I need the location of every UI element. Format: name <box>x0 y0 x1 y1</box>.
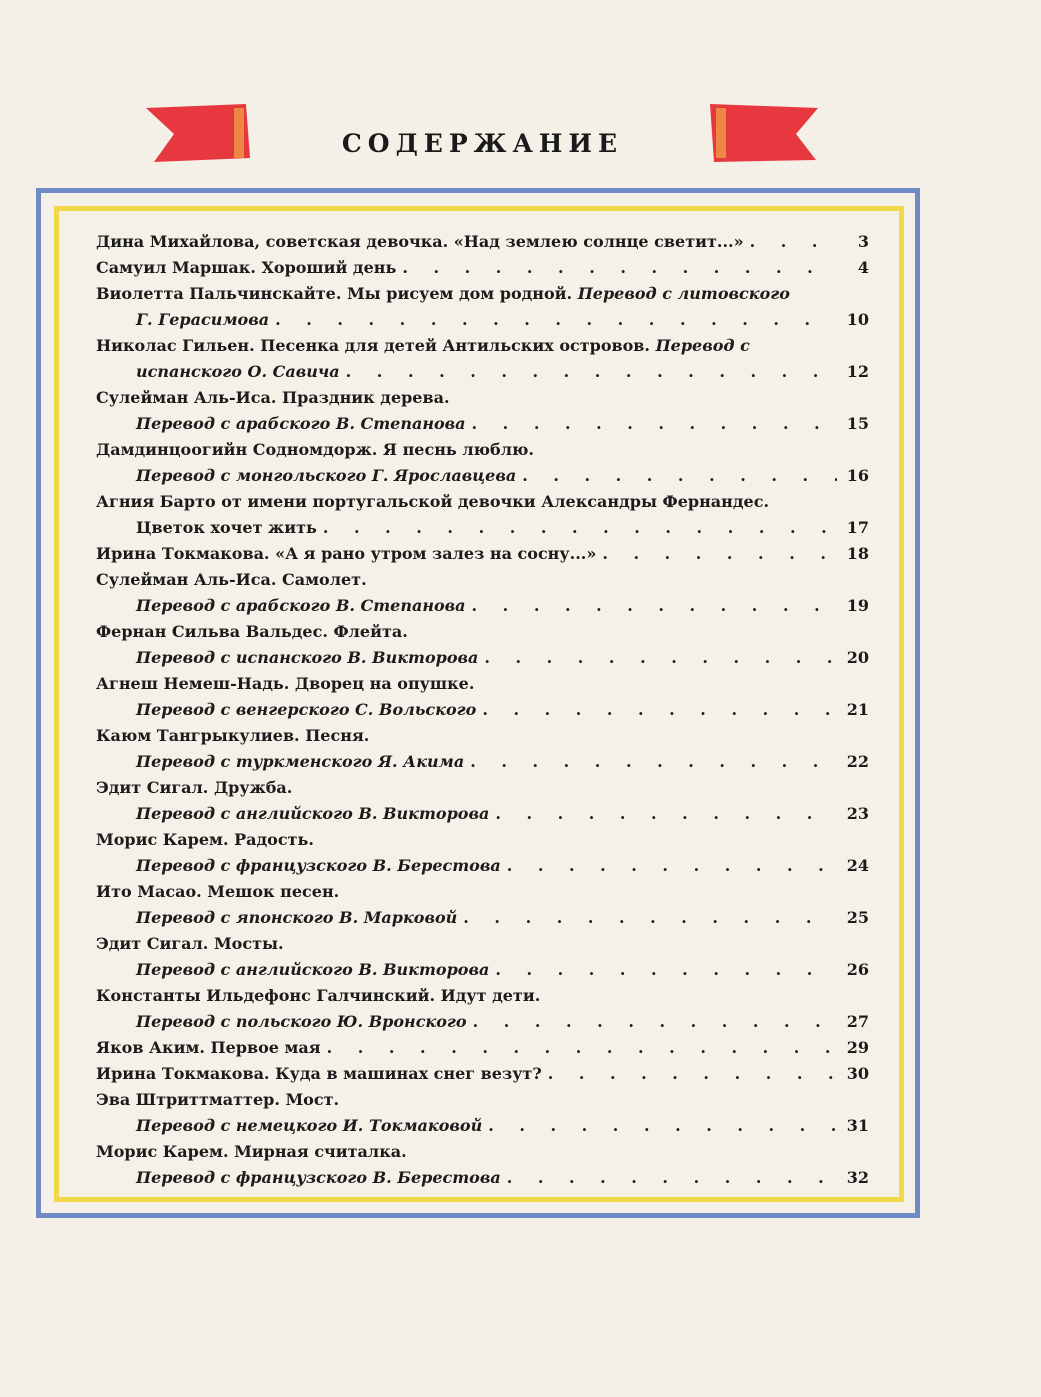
toc-line <box>96 1035 869 1061</box>
page-number: 19 <box>846 596 869 615</box>
page-number: 4 <box>857 258 869 277</box>
leader-dots <box>507 1165 837 1191</box>
toc-text <box>96 1035 321 1061</box>
toc-entry <box>96 333 869 385</box>
toc-text <box>96 749 464 775</box>
toc-line <box>96 827 869 853</box>
leader-dots <box>488 1113 837 1139</box>
toc-line <box>96 671 869 697</box>
toc-line <box>96 281 869 307</box>
toc-entry-title: Цветок хочет жить <box>136 518 317 537</box>
page-number: 25 <box>846 908 869 927</box>
toc-text <box>96 723 369 749</box>
toc-line <box>96 1165 869 1191</box>
toc-entry-title: Каюм Тангрыкулиев. Песня. <box>96 726 370 745</box>
toc-text <box>96 1009 467 1035</box>
toc-text <box>96 1139 407 1165</box>
toc-line <box>96 723 869 749</box>
toc-entry <box>96 879 869 931</box>
page-number: 12 <box>846 362 869 381</box>
toc-entry <box>96 619 869 671</box>
toc-translator: Перевод с немецкого И. Токмаковой <box>136 1116 483 1135</box>
toc-text <box>96 957 489 983</box>
leader-dots <box>495 801 837 827</box>
toc-text <box>96 1061 542 1087</box>
page-title: СОДЕРЖАНИЕ <box>341 129 624 158</box>
toc-text <box>96 619 408 645</box>
toc-line <box>96 593 869 619</box>
toc-translator: испанского О. Савича <box>136 362 340 381</box>
toc-entry <box>96 723 869 775</box>
toc-translator: Перевод с венгерского С. Вольского <box>136 700 477 719</box>
toc-entry-title: Ирина Токмакова. Куда в машинах снег везут? <box>96 1064 542 1083</box>
toc-text <box>96 775 292 801</box>
leader-dots <box>482 697 837 723</box>
toc-entry-title: Фернан Сильва Вальдес. Флейта. <box>96 622 408 641</box>
page-number: 23 <box>846 804 869 823</box>
page-number: 24 <box>846 856 869 875</box>
toc-entry-title: Морис Карем. Мирная считалка. <box>96 1142 407 1161</box>
leader-dots <box>275 307 837 333</box>
toc-translator: Перевод с японского В. Марковой <box>136 908 458 927</box>
toc-text <box>96 801 489 827</box>
toc-entry <box>96 489 869 541</box>
table-of-contents <box>96 229 869 1191</box>
toc-line <box>96 411 869 437</box>
toc-line <box>96 983 869 1009</box>
toc-entry-title: Эдит Сигал. Дружба. <box>96 778 293 797</box>
toc-entry <box>96 827 869 879</box>
toc-line <box>96 749 869 775</box>
leader-dots <box>507 853 837 879</box>
page-number: 20 <box>846 648 869 667</box>
toc-text <box>96 1113 482 1139</box>
leader-dots <box>402 255 837 281</box>
leader-dots <box>548 1061 837 1087</box>
page-number: 31 <box>846 1116 869 1135</box>
toc-entry <box>96 1087 869 1139</box>
toc-line <box>96 359 869 385</box>
leader-dots <box>323 515 837 541</box>
page-number: 15 <box>846 414 869 433</box>
toc-entry-title: Самуил Маршак. Хороший день <box>96 258 397 277</box>
page-number: 30 <box>846 1064 869 1083</box>
toc-line <box>96 255 869 281</box>
toc-line <box>96 229 869 255</box>
toc-line <box>96 697 869 723</box>
toc-entry <box>96 281 869 333</box>
toc-entry <box>96 541 869 567</box>
leader-dots <box>472 411 837 437</box>
toc-entry-title: Николас Гильен. Песенка для детей Антильских островов. <box>96 336 656 355</box>
toc-line <box>96 957 869 983</box>
leader-dots <box>495 957 837 983</box>
toc-text <box>96 281 790 307</box>
toc-entry-title: Яков Аким. Первое мая <box>96 1038 321 1057</box>
toc-entry <box>96 1035 869 1061</box>
toc-text <box>96 359 340 385</box>
toc-line <box>96 775 869 801</box>
toc-text <box>96 411 466 437</box>
toc-text <box>96 229 744 255</box>
toc-line <box>96 515 869 541</box>
toc-text <box>96 385 450 411</box>
toc-translator: Г. Герасимова <box>136 310 270 329</box>
toc-text <box>96 1165 501 1191</box>
page-number: 21 <box>846 700 869 719</box>
toc-line <box>96 567 869 593</box>
toc-entry <box>96 1061 869 1087</box>
leader-dots <box>473 1009 837 1035</box>
toc-line <box>96 1139 869 1165</box>
toc-line <box>96 1009 869 1035</box>
toc-line <box>96 307 869 333</box>
toc-text <box>96 671 474 697</box>
toc-line <box>96 437 869 463</box>
toc-line <box>96 463 869 489</box>
toc-entry-title: Эдит Сигал. Мосты. <box>96 934 284 953</box>
toc-entry-title: Морис Карем. Радость. <box>96 830 314 849</box>
toc-entry <box>96 671 869 723</box>
toc-line <box>96 1113 869 1139</box>
toc-line <box>96 1087 869 1113</box>
toc-translator: Перевод с туркменского Я. Акима <box>136 752 465 771</box>
leader-dots <box>346 359 837 385</box>
toc-translator: Перевод с испанского В. Викторова <box>136 648 479 667</box>
toc-line <box>96 333 869 359</box>
toc-entry-title: Дина Михайлова, советская девочка. «Над землею солнце светит...» <box>96 232 744 251</box>
toc-entry <box>96 229 869 255</box>
toc-line <box>96 801 869 827</box>
toc-text <box>96 645 478 671</box>
toc-entry-title: Виолетта Пальчинскайте. Мы рисуем дом родной. <box>96 284 578 303</box>
toc-translator: Перевод с английского В. Викторова <box>136 960 490 979</box>
toc-entry <box>96 385 869 437</box>
toc-entry <box>96 931 869 983</box>
toc-line <box>96 385 869 411</box>
toc-entry-title: Дамдинцоогийн Содномдорж. Я песнь люблю. <box>96 440 534 459</box>
toc-line <box>96 853 869 879</box>
toc-text <box>96 593 466 619</box>
page-number: 10 <box>846 310 869 329</box>
leader-dots <box>463 905 837 931</box>
toc-entry <box>96 983 869 1035</box>
toc-translator: Перевод с арабского В. Степанова <box>136 596 466 615</box>
toc-text <box>96 515 317 541</box>
toc-entry-title: Агния Барто от имени португальской девочки Александры Фернандес. <box>96 492 770 511</box>
leader-dots <box>750 229 837 255</box>
toc-entry <box>96 567 869 619</box>
toc-text <box>96 255 396 281</box>
toc-line <box>96 905 869 931</box>
toc-text <box>96 983 540 1009</box>
toc-entry-title: Сулейман Аль-Иса. Самолет. <box>96 570 367 589</box>
toc-translator: Перевод с арабского В. Степанова <box>136 414 466 433</box>
toc-line <box>96 489 869 515</box>
toc-entry-title: Агнеш Немеш-Надь. Дворец на опушке. <box>96 674 475 693</box>
toc-text <box>96 827 314 853</box>
toc-text <box>96 437 534 463</box>
page-number: 29 <box>846 1038 869 1057</box>
toc-text <box>96 879 339 905</box>
toc-text <box>96 541 596 567</box>
toc-text <box>96 307 269 333</box>
toc-entry <box>96 775 869 827</box>
toc-text <box>96 463 516 489</box>
toc-entry-title: Ирина Токмакова. «А я рано утром залез на сосну...» <box>96 544 597 563</box>
toc-text <box>96 931 284 957</box>
leader-dots <box>327 1035 837 1061</box>
toc-translator: Перевод с литовского <box>577 284 790 303</box>
toc-entry-title: Сулейман Аль-Иса. Праздник дерева. <box>96 388 450 407</box>
toc-translator: Перевод с польского Ю. Вронского <box>136 1012 467 1031</box>
leader-dots <box>472 593 837 619</box>
page-number: 3 <box>857 232 869 251</box>
toc-text <box>96 567 367 593</box>
toc-entry-title: Ито Масао. Мешок песен. <box>96 882 340 901</box>
toc-entry-title: Константы Ильдефонс Галчинский. Идут дети. <box>96 986 541 1005</box>
toc-line <box>96 541 869 567</box>
toc-translator: Перевод с монгольского Г. Ярославцева <box>136 466 517 485</box>
toc-text <box>96 489 769 515</box>
page-number: 16 <box>846 466 869 485</box>
toc-text <box>96 853 501 879</box>
toc-translator: Перевод с французского В. Берестова <box>136 1168 501 1187</box>
leader-dots <box>602 541 837 567</box>
page-number: 27 <box>846 1012 869 1031</box>
toc-translator: Перевод с <box>655 336 750 355</box>
page-number: 26 <box>846 960 869 979</box>
toc-entry <box>96 255 869 281</box>
page-number: 32 <box>846 1168 869 1187</box>
toc-text <box>96 697 476 723</box>
toc-line <box>96 1061 869 1087</box>
toc-text <box>96 1087 339 1113</box>
toc-entry-title: Эва Штриттматтер. Мост. <box>96 1090 340 1109</box>
toc-line <box>96 619 869 645</box>
toc-line <box>96 879 869 905</box>
leader-dots <box>470 749 837 775</box>
toc-entry <box>96 437 869 489</box>
page-number: 17 <box>846 518 869 537</box>
toc-line <box>96 931 869 957</box>
toc-text <box>96 333 750 359</box>
page-number: 18 <box>846 544 869 563</box>
toc-line <box>96 645 869 671</box>
leader-dots <box>484 645 837 671</box>
toc-translator: Перевод с английского В. Викторова <box>136 804 490 823</box>
toc-translator: Перевод с французского В. Берестова <box>136 856 501 875</box>
page-number: 22 <box>846 752 869 771</box>
toc-text <box>96 905 457 931</box>
toc-entry <box>96 1139 869 1191</box>
leader-dots <box>522 463 837 489</box>
